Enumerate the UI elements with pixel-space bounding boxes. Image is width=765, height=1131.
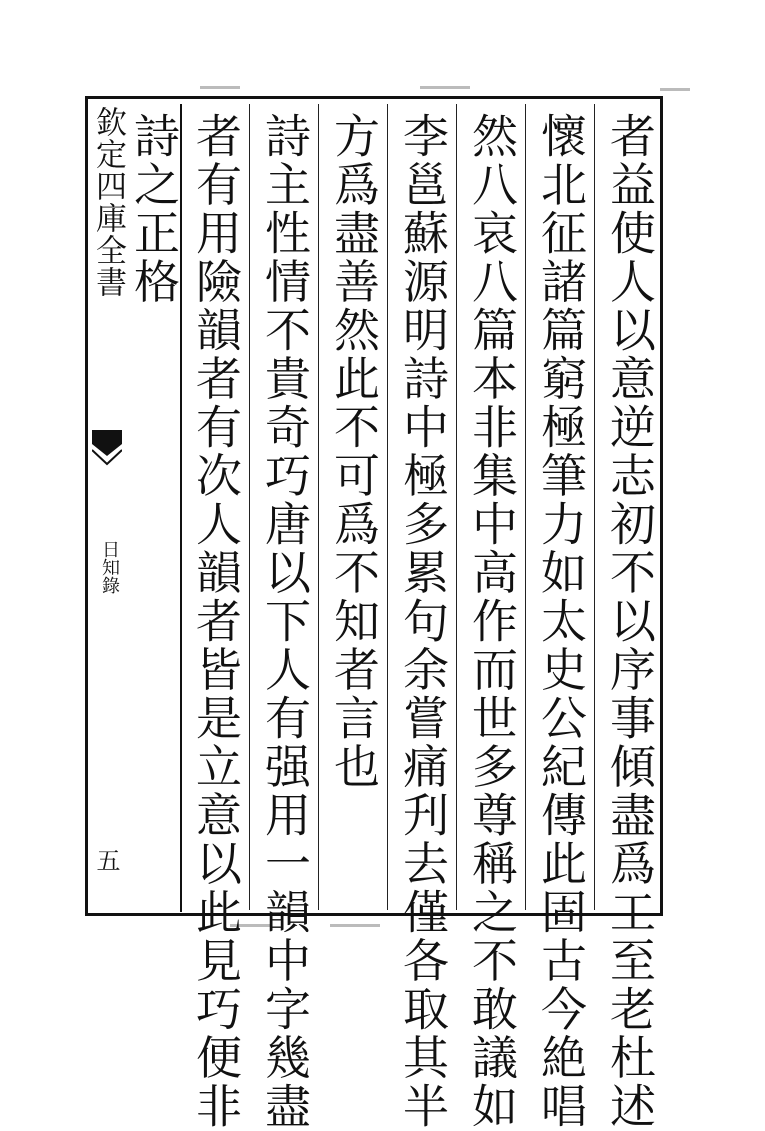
text-column: 懷北征諸篇窮極筆力如太史公紀傳此固古今絶唱: [534, 112, 588, 1131]
column-rule: [387, 104, 388, 910]
column-rule: [456, 104, 457, 910]
margin-title: 欽定四庫全書: [90, 106, 126, 298]
text-column: 者益使人以意逆志初不以序事傾盡爲工至老杜述: [603, 112, 657, 1131]
column-rule: [594, 104, 595, 910]
text-column: 詩主性情不貴奇巧唐以下人有强用一韻中字幾盡: [258, 112, 312, 1131]
text-column: 然八哀八篇本非集中高作而世多尊稱之不敢議如: [465, 112, 519, 1131]
column-rule: [525, 104, 526, 910]
text-column: 詩之正格: [127, 112, 181, 306]
text-column: 方爲盡善然此不可爲不知者言也: [327, 112, 381, 791]
fishtail-mark-icon: [92, 430, 122, 470]
text-column: 者有用險韻者有次人韻者皆是立意以此見巧便非: [189, 112, 243, 1131]
column-rule: [249, 104, 250, 910]
print-artifact: [420, 86, 470, 89]
page-number: 五: [92, 848, 120, 872]
margin-subtitle: 日知錄: [99, 540, 120, 594]
text-column: 李邕蘇源明詩中極多累句余嘗痛刋去僅各取其半: [396, 112, 450, 1131]
print-artifact: [660, 88, 690, 91]
print-artifact: [200, 86, 240, 89]
margin-column: [88, 100, 128, 912]
column-rule: [318, 104, 319, 910]
print-artifact: [330, 924, 380, 927]
